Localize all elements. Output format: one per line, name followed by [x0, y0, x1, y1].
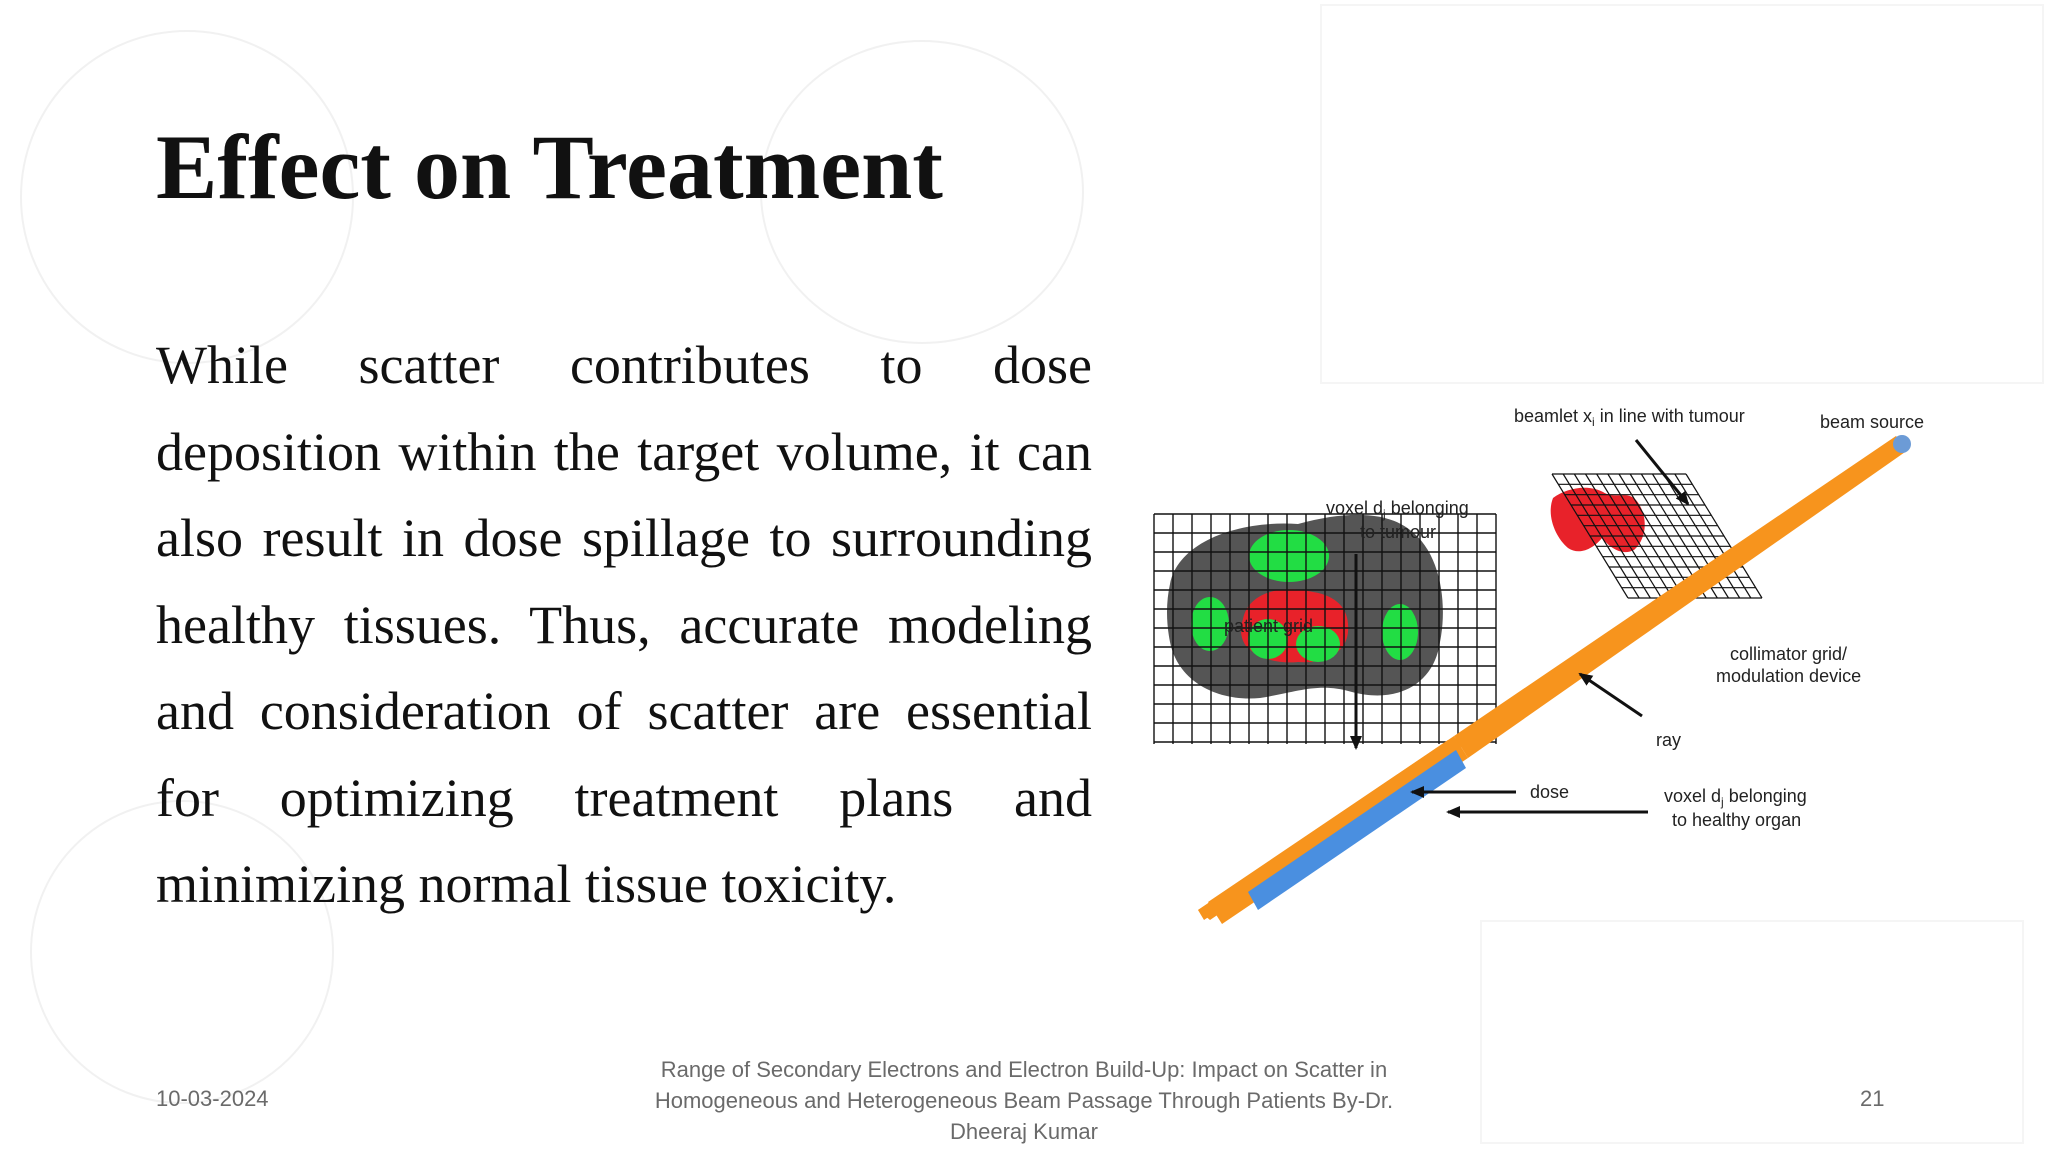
label-collimator-1: collimator grid/ [1730, 644, 1848, 664]
beam-diagram-svg [1148, 392, 1948, 932]
label-collimator-2: modulation device [1716, 666, 1862, 686]
label-ray: ray [1656, 730, 1682, 750]
slide-title: Effect on Treatment [156, 116, 943, 218]
label-beam-source: beam source [1820, 412, 1925, 432]
label-voxel-tumour-2: to tumour [1360, 522, 1437, 542]
footer-title: Range of Secondary Electrons and Electron Build-Up: Impact on Scatter in Homogeneous and Heterogeneous Beam Passage Through Patients By-Dr. Dheeraj Kumar [654, 1057, 1394, 1144]
beam-source-point [1893, 435, 1911, 453]
page-number: 21 [1860, 1086, 1885, 1111]
beam-diagram [1148, 392, 1948, 932]
label-voxel-tumour: voxel $d_j$ belonging [1326, 498, 1469, 521]
label-beamlet: beamlet $x_i$ in line with tumour [1514, 406, 1745, 429]
label-patient-grid: patient grid [1224, 616, 1314, 636]
label-voxel-healthy-2: to healthy organ [1672, 810, 1802, 830]
dose-segment [1248, 750, 1466, 910]
footer-date: 10-03-2024 [156, 1086, 269, 1111]
collimator-tumour-projection [1551, 488, 1645, 552]
healthy-organ [1249, 530, 1329, 582]
background-watermark [1320, 4, 2044, 384]
body-paragraph: While scatter contributes to dose deposition within the target volume, it can also result in dose spillage to surrounding healthy tissues. Thus, accurate modeling and consideration of scatter are essential for optimizing treatment plans and minimizing normal tissue toxicity. [156, 335, 1092, 914]
label-voxel-healthy: voxel $d_j$ belonging [1664, 786, 1807, 809]
healthy-organ [1382, 604, 1418, 660]
background-watermark [1480, 920, 2024, 1144]
collimator-grid [1551, 474, 1762, 598]
label-dose: dose [1530, 782, 1570, 802]
